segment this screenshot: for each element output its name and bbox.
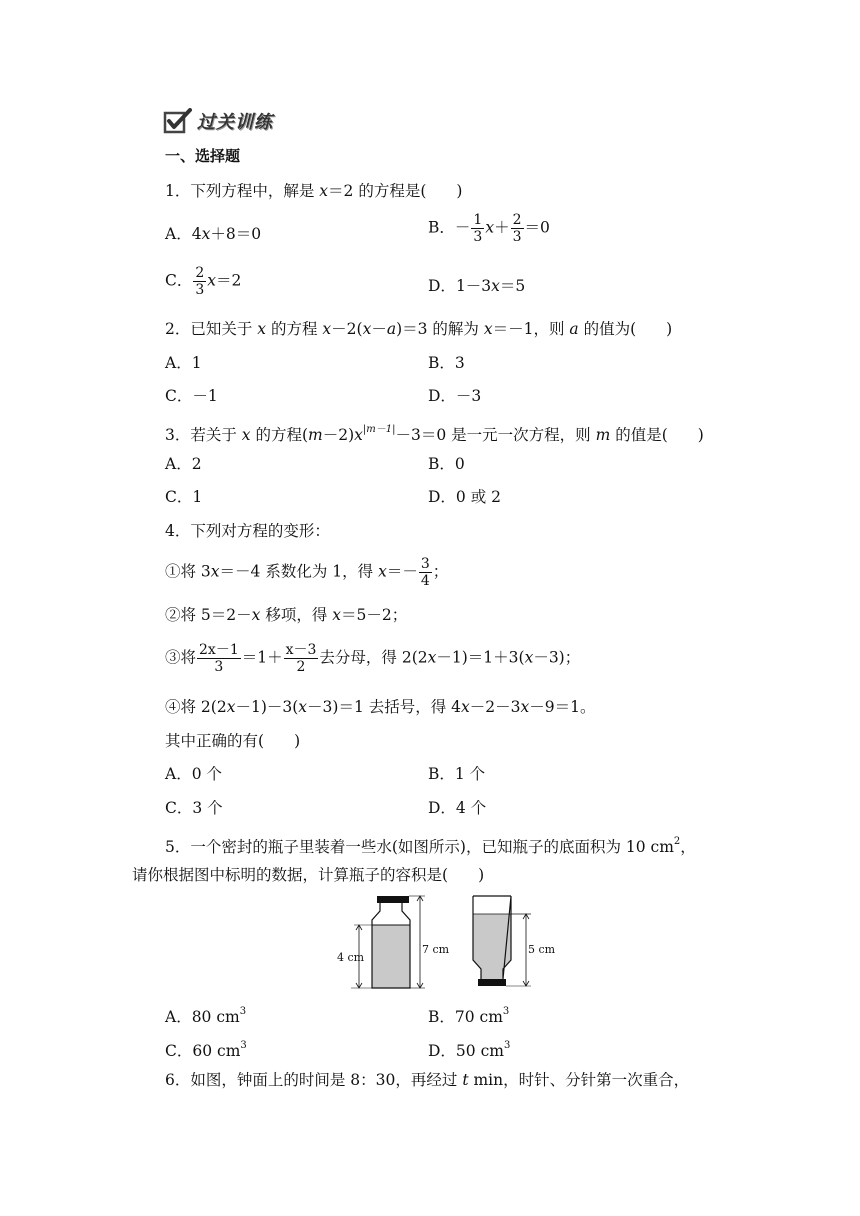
q5-stem-line1: 5．一个密封的瓶子里装着一些水(如图所示)，已知瓶子的底面积为 10 $cm^2$， — [165, 836, 696, 856]
q3-stem: 3．若关于 x 的方程$(m-2)x^{|m-1|}-3=0$ 是一元一次方程，则 m 的值是( ) — [165, 424, 704, 444]
q4-item-1: ①将 3x＝－4 系数化为 1，得 x＝－ $\frac{3}{4}$ ； — [165, 556, 449, 589]
q4-item-3: ③将 $\frac{2x-1}{3}$ ＝1＋ $\frac{x-3}{2}$ 去分母，得 2(2x－1)＝1＋3(x－3)； — [165, 642, 581, 675]
label-7cm: 7 cm — [422, 943, 450, 956]
q3-option-a: A．2 — [165, 455, 202, 473]
q4-ask: 其中正确的有( ) — [165, 732, 301, 750]
checkbox-check-icon — [163, 108, 193, 134]
section-header — [163, 108, 273, 134]
q2-option-a: A．1 — [165, 354, 202, 372]
q5-option-a: A．80 $cm^3$ — [165, 1006, 247, 1026]
q3-option-b: B．0 — [428, 455, 465, 473]
q3-option-d: D．0 或 2 — [428, 488, 502, 506]
q5-stem-line2: 请你根据图中标明的数据，计算瓶子的容积是( ) — [132, 866, 485, 884]
q1-option-b: B．－ $\frac{1}{3}$ x＋ $\frac{2}{3}$ ＝0 — [428, 212, 550, 245]
q1-option-c: C． $\frac{2}{3}$ x＝2 — [165, 265, 242, 298]
q4-stem: 4．下列对方程的变形： — [165, 522, 330, 540]
q3-option-c: C．1 — [165, 488, 203, 506]
q2-option-d: D．－3 — [428, 387, 482, 405]
label-5cm: 5 cm — [528, 943, 556, 956]
label-4cm: 4 cm — [337, 951, 365, 964]
q4-option-c: C．3 个 — [165, 799, 223, 817]
section-title: 一、选择题 — [165, 147, 241, 165]
upright-bottle — [351, 896, 425, 988]
q4-item-2: ②将 5＝2－x 移项，得 x＝5－2； — [165, 606, 408, 624]
q1-option-d: D．1－3x＝5 — [428, 277, 526, 295]
q5-option-d: D．50 $cm^3$ — [428, 1040, 511, 1060]
q2-option-b: B．3 — [428, 354, 465, 372]
header-title: 过关训练 — [197, 112, 273, 133]
inverted-bottle — [473, 896, 531, 986]
q4-option-a: A．0 个 — [165, 765, 222, 783]
q2-option-c: C．－1 — [165, 387, 218, 405]
q1-stem: 1．下列方程中，解是 x＝2 的方程是( ) — [165, 182, 463, 200]
q5-option-c: C．60 $cm^3$ — [165, 1040, 247, 1060]
q4-option-d: D．4 个 — [428, 799, 487, 817]
q6-stem: 6．如图，钟面上的时间是 8：30，再经过 t min，时针、分针第一次重合， — [165, 1071, 690, 1089]
q2-stem: 2．已知关于 x 的方程 x－2(x－a)＝3 的解为 x＝－1，则 a 的值为( ) — [165, 320, 673, 338]
q4-item-4: ④将 2(2x－1)－3(x－3)＝1 去括号，得 4x－2－3x－9＝1。 — [165, 698, 596, 716]
q1-option-a: A．4x＋8＝0 — [165, 225, 262, 243]
q4-option-b: B．1 个 — [428, 765, 486, 783]
q5-option-b: B．70 $cm^3$ — [428, 1006, 510, 1026]
